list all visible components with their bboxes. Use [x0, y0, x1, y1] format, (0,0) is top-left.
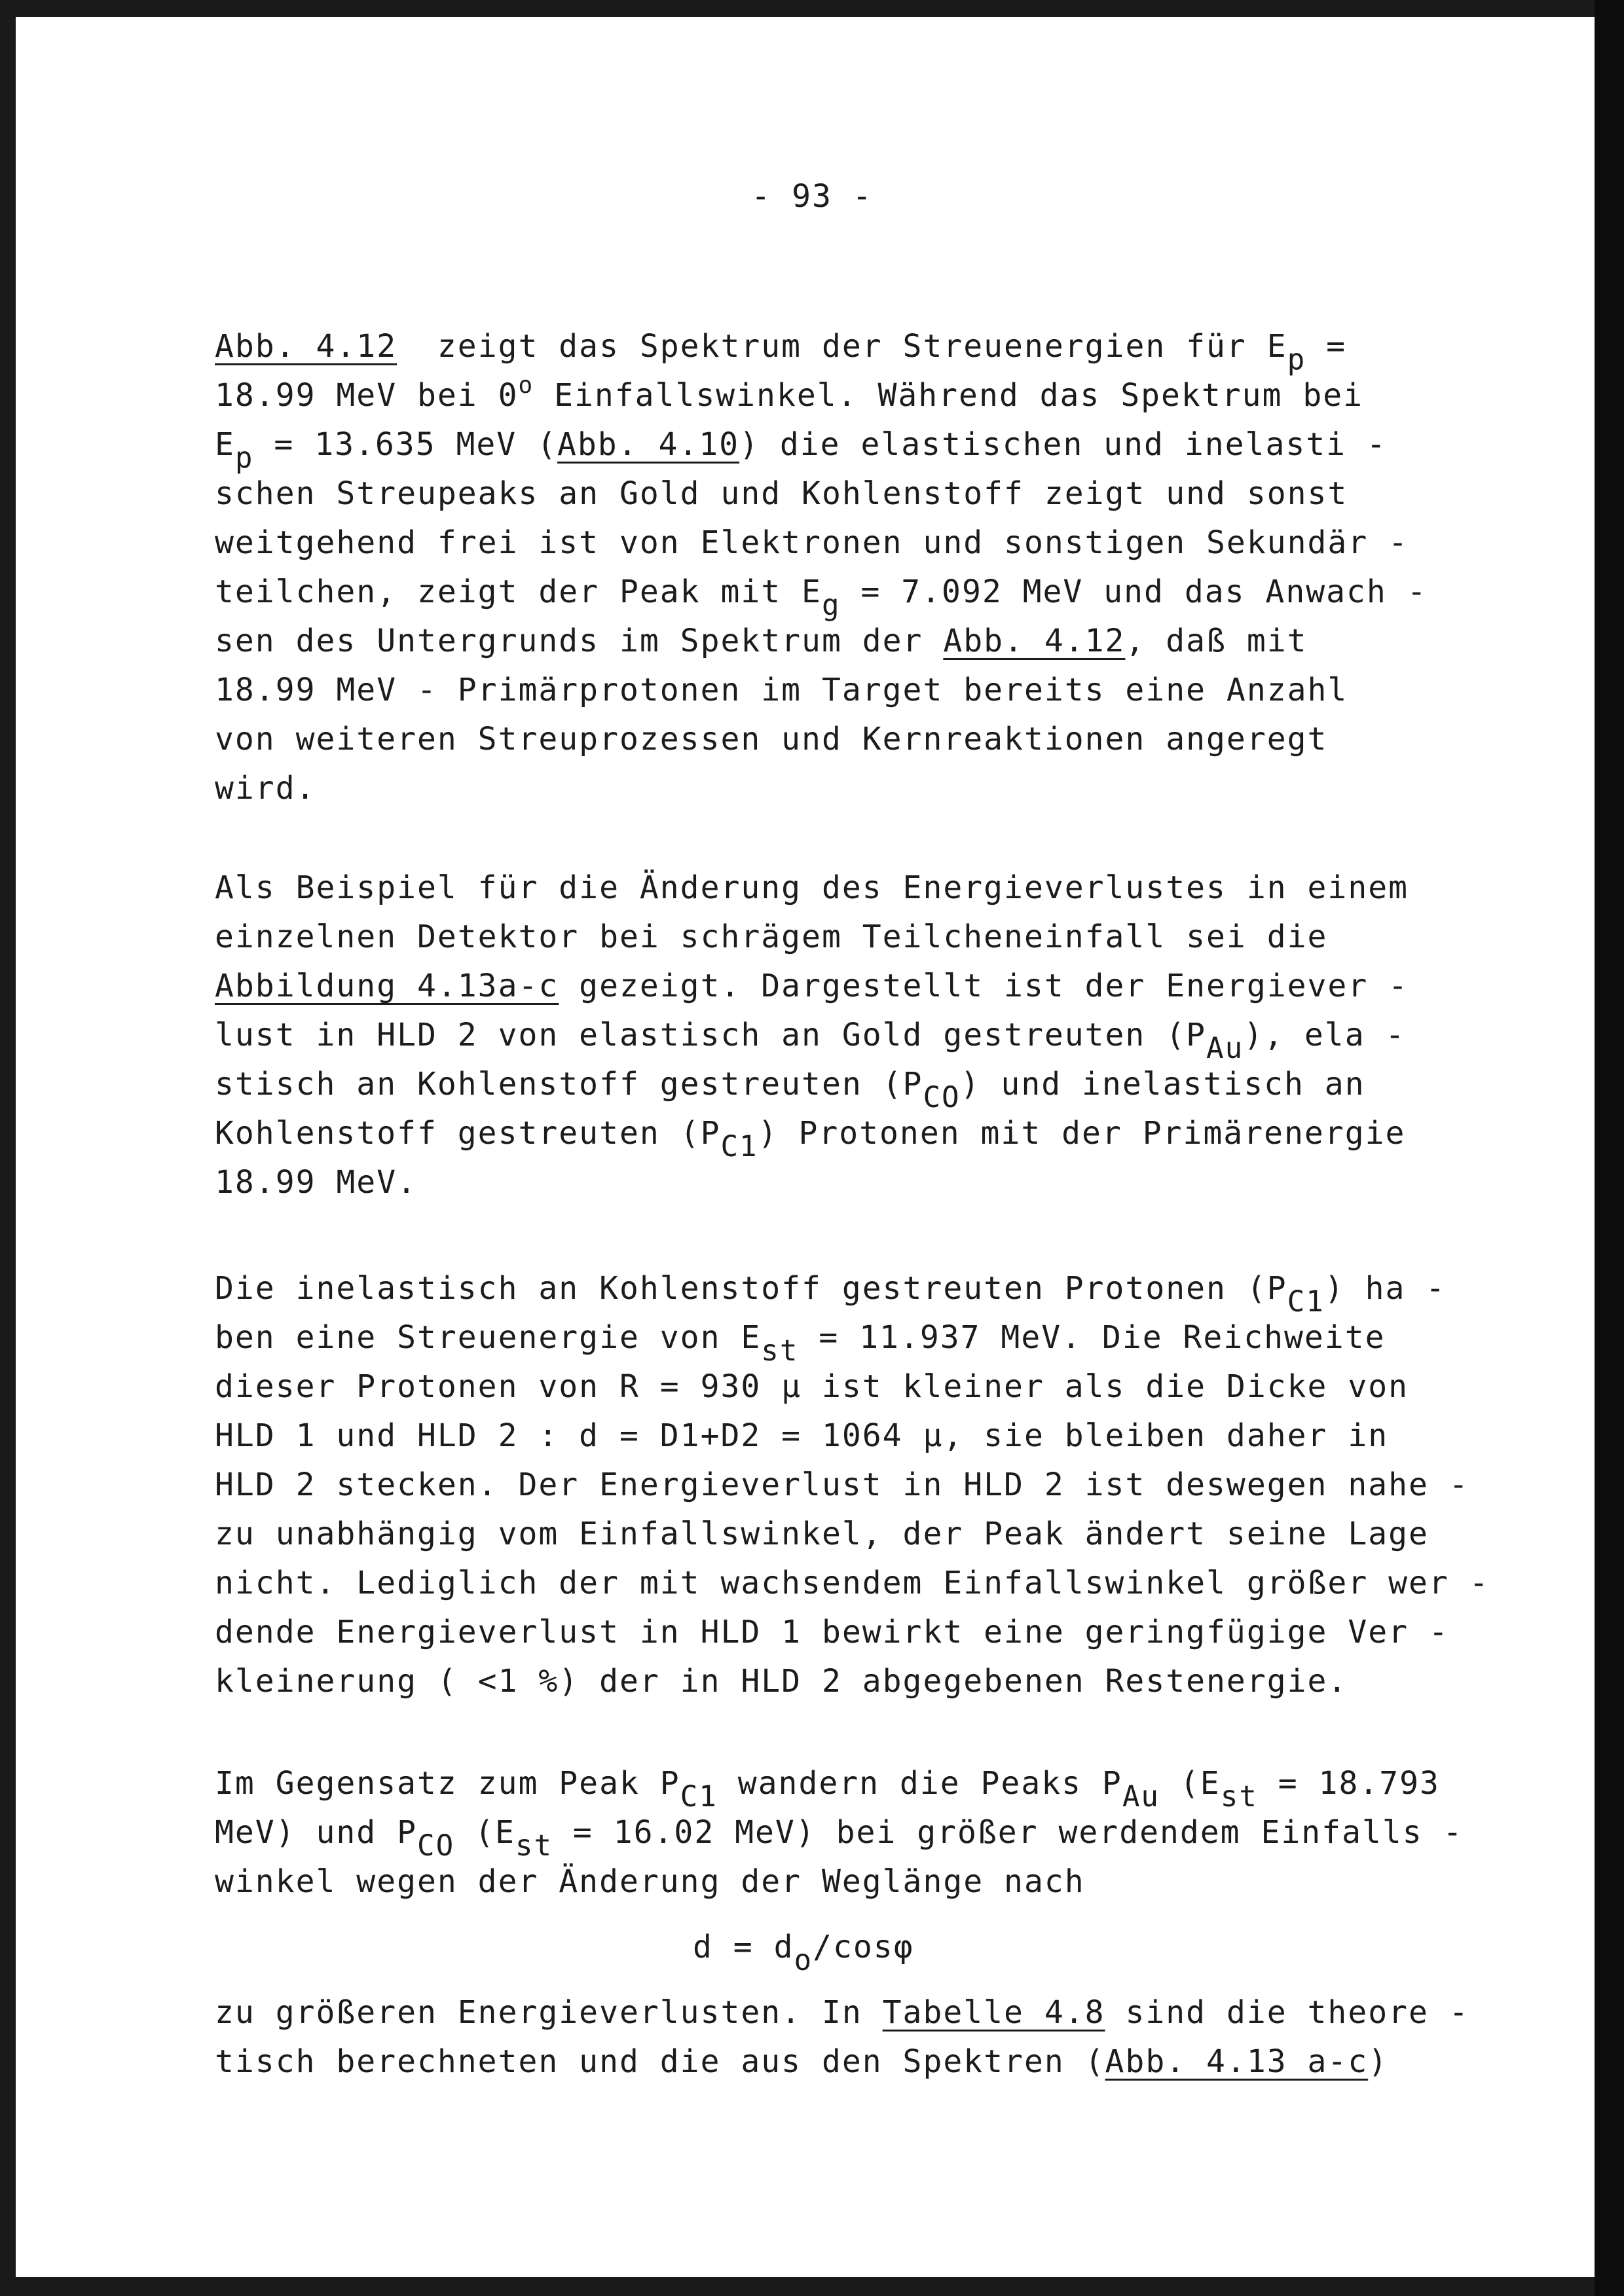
subscript: C1: [1287, 1285, 1325, 1319]
p2-line-6: [215, 1115, 1406, 1163]
text-span: zu größeren Energieverlusten. In: [215, 1994, 883, 2031]
p1-line-9: von weiteren Streuprozessen und Kernreaktionen angeregt: [215, 721, 1328, 757]
text-span: lust in HLD 2 von elastisch an Gold gestreuten (P: [215, 1017, 1207, 1053]
text-span: , daß mit: [1125, 623, 1308, 659]
text-span: Einfallswinkel. Während das Spektrum bei: [534, 377, 1364, 414]
p4-line-1: [215, 1765, 1440, 1813]
text-span: teilchen, zeigt der Peak mit E: [215, 574, 822, 610]
text-span: sen des Untergrunds im Spektrum der: [215, 623, 944, 659]
text-span: ): [1368, 2043, 1389, 2080]
subscript: st: [761, 1334, 799, 1368]
subscript: Au: [1206, 1031, 1244, 1065]
text-span: =: [1306, 328, 1347, 365]
subscript: C1: [680, 1779, 718, 1813]
p3-line-5: HLD 2 stecken. Der Energieverlust in HLD 2 ist deswegen nahe -: [215, 1467, 1469, 1503]
text-span: ) ha -: [1324, 1270, 1447, 1307]
text-span: ) und inelastisch an: [960, 1066, 1365, 1102]
text-span: ), ela -: [1244, 1017, 1406, 1053]
p3-line-8: dende Energieverlust in HLD 1 bewirkt eine geringfügige Ver -: [215, 1614, 1449, 1650]
text-span: d = d: [693, 1929, 794, 1965]
p3-line-4: HLD 1 und HLD 2 : d = D1+D2 = 1064 µ, sie bleiben daher in: [215, 1417, 1389, 1454]
text-span: tisch berechneten und die aus den Spektren (: [215, 2043, 1105, 2080]
p3-line-7: nicht. Lediglich der mit wachsendem Einfallswinkel größer wer -: [215, 1565, 1490, 1601]
p1-line-3: [215, 426, 1387, 475]
subscript: CO: [923, 1080, 961, 1114]
text-span: = 16.02 MeV) bei größer werdendem Einfalls -: [553, 1814, 1464, 1851]
text-span: ) die elastischen und inelasti -: [739, 426, 1387, 463]
subscript: st: [1220, 1779, 1258, 1813]
p1-line-7: [215, 625, 1308, 657]
text-span: Kohlenstoff gestreuten (P: [215, 1115, 721, 1152]
text-span: = 11.937 MeV. Die Reichweite: [798, 1319, 1386, 1356]
text-span: zeigt das Spektrum der Streuenergien für E: [397, 328, 1287, 365]
table-ref-link[interactable]: Tabelle 4.8: [882, 1994, 1105, 2031]
figure-ref-link[interactable]: Abb. 4.12: [215, 328, 397, 365]
p1-line-8: 18.99 MeV - Primärprotonen im Target bereits eine Anzahl: [215, 672, 1348, 708]
subscript: p: [234, 441, 254, 475]
text-span: = 13.635 MeV (: [253, 426, 557, 463]
subscript: Au: [1122, 1779, 1160, 1813]
text-span: (E: [1159, 1765, 1221, 1802]
p1-line-2: [215, 372, 1364, 414]
p3-line-6: zu unabhängig vom Einfallswinkel, der Peak ändert seine Lage: [215, 1516, 1429, 1552]
p2-line-3: [215, 970, 1409, 1002]
figure-ref-link[interactable]: Abb. 4.13 a-c: [1105, 2043, 1369, 2080]
p2-line-7: 18.99 MeV.: [215, 1164, 417, 1201]
subscript: CO: [416, 1829, 455, 1863]
p1-line-4: schen Streupeaks an Gold und Kohlenstoff zeigt und sonst: [215, 475, 1348, 512]
p4-line-2: [215, 1814, 1464, 1863]
text-span: MeV) und P: [215, 1814, 417, 1851]
formula: [693, 1929, 914, 1977]
text-span: = 7.092 MeV und das Anwach -: [840, 574, 1428, 610]
p2-line-2: einzelnen Detektor bei schrägem Teilcheneinfall sei die: [215, 919, 1328, 955]
phi-symbol: φ: [893, 1929, 914, 1965]
superscript: o: [518, 372, 534, 399]
text-span: wandern die Peaks P: [717, 1765, 1122, 1802]
text-span: sind die theore -: [1105, 1994, 1469, 2031]
subscript: g: [821, 588, 841, 622]
p1-line-10: wird.: [215, 770, 316, 807]
p1-line-1: [215, 328, 1347, 376]
text-span: stisch an Kohlenstoff gestreuten (P: [215, 1066, 923, 1102]
p4-line-5: [215, 2043, 1389, 2080]
p3-line-3: dieser Protonen von R = 930 µ ist kleiner als die Dicke von: [215, 1368, 1409, 1405]
subscript: p: [1287, 342, 1306, 376]
p3-line-2: [215, 1319, 1386, 1368]
text-span: = 18.793: [1257, 1765, 1440, 1802]
text-span: Die inelastisch an Kohlenstoff gestreuten Protonen (P: [215, 1270, 1287, 1307]
p2-line-5: [215, 1066, 1365, 1114]
text-span: (E: [454, 1814, 515, 1851]
figure-ref-link[interactable]: Abb. 4.10: [557, 426, 740, 463]
subscript: o: [794, 1943, 813, 1977]
p2-line-1: Als Beispiel für die Änderung des Energieverlustes in einem: [215, 869, 1409, 906]
text-span: E: [215, 426, 235, 463]
figure-ref-link[interactable]: Abb. 4.12: [943, 623, 1126, 659]
text-span: gezeigt. Dargestellt ist der Energiever -: [559, 968, 1409, 1004]
p1-line-6: [215, 574, 1428, 622]
subscript: st: [515, 1829, 553, 1863]
p3-line-1: [215, 1270, 1447, 1319]
text-span: 18.99 MeV bei 0: [215, 377, 519, 414]
subscript: C1: [720, 1129, 758, 1163]
text-span: /cos: [813, 1929, 894, 1965]
p1-line-5: weitgehend frei ist von Elektronen und sonstigen Sekundär -: [215, 524, 1409, 561]
text-span: Im Gegensatz zum Peak P: [215, 1765, 680, 1802]
p2-line-4: [215, 1017, 1406, 1065]
text-span: ben eine Streuenergie von E: [215, 1319, 762, 1356]
p4-line-4: [215, 1994, 1469, 2031]
p4-line-3: winkel wegen der Änderung der Weglänge nach: [215, 1863, 1085, 1900]
figure-ref-link[interactable]: Abbildung 4.13a-c: [215, 968, 559, 1004]
text-span: ) Protonen mit der Primärenergie: [758, 1115, 1406, 1152]
page-number: - 93 -: [751, 178, 873, 215]
p3-line-9: kleinerung ( <1 %) der in HLD 2 abgegebenen Restenergie.: [215, 1663, 1348, 1700]
